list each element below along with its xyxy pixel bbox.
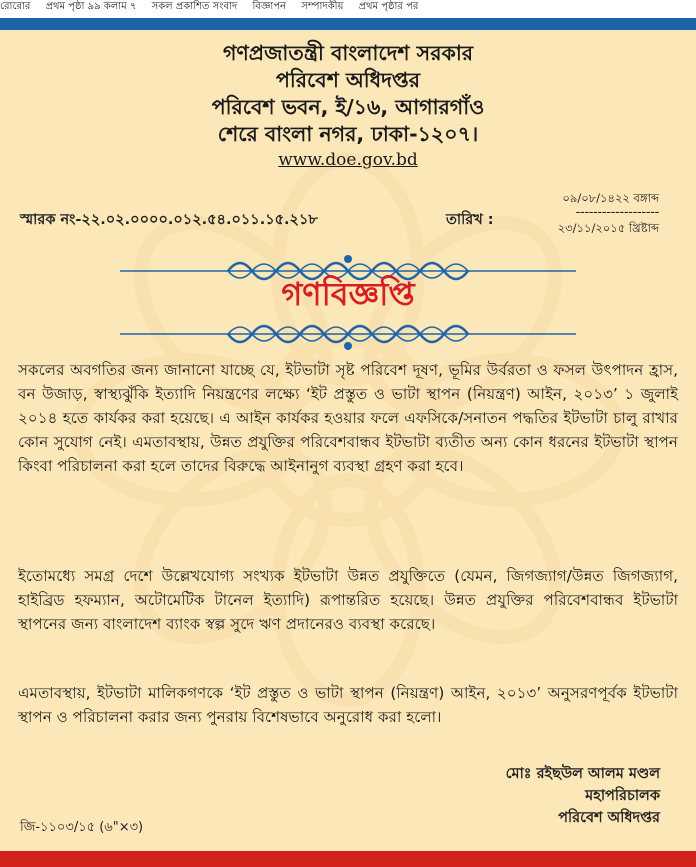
date-gregorian: ২৩/১১/২০১৫ খ্রিষ্টাব্দ — [557, 221, 659, 235]
date-label: তারিখ : — [446, 212, 494, 228]
notice-paragraph: ইতোমধ্যে সমগ্র দেশে উল্লেখযোগ্য সংখ্যক ইটভাটা উন্নত প্রযুক্তিতে (যেমন, জিগজ্যাগ/উন্নত জিগজ্যাগ, হাইব্রিড হফম্যান, অটোমেটিক টানেল ইত্যাদি) রূপান্তরিত হয়েছে। উন্নত প্রযুক্তির পরিবেশবান্ধব ইটভাটা স্থাপনের জন্য বাংলাদেশ ব্যাংক স্বল্প সুদে ঋণ প্রদানেরও ব্যবস্থা করেছে। — [18, 567, 678, 633]
signatory-name: মোঃ রইছউল আলম মণ্ডল — [505, 766, 660, 782]
bottom-red-border — [0, 851, 696, 867]
date-bangla: ০৯/০৮/১৪২২ বঙ্গাব্দ — [562, 191, 659, 205]
date-block — [533, 190, 659, 236]
newspaper-header-strip — [0, 0, 696, 18]
ad-reference-code: জি-১১০৩/১৫ (৬"×৩) — [20, 820, 144, 835]
strip-item: বিজ্ঞাপন — [252, 1, 287, 12]
strip-item: প্রথম পৃষ্ঠার পর — [358, 1, 419, 12]
signature-block — [420, 763, 660, 829]
date-divider: ------------------- — [575, 206, 659, 220]
notice-paragraph: সকলের অবগতির জন্য জানানো যাচ্ছে যে, ইটভাটা সৃষ্ট পরিবেশ দূষণ, ভূমির উর্বরতা ও ফসল উৎপাদন হ্রাস, বন উজাড়, স্বাস্থ্যঝুঁকি ইত্যাদি নিয়ন্ত্রণের লক্ষ্যে ‘ইট প্রস্তুত ও ভাটা স্থাপন (নিয়ন্ত্রণ) আইন, ২০১৩’ ১ জুলাই ২০১৪ হতে কার্যকর করা হয়েছে। এ আইন কার্যকর হওয়ার ফলে এফসিকে/সনাতন পদ্ধতির ইটভাটা চালু রাখার কোন সুযোগ নেই। এমতাবস্থায়, উন্নত প্রযুক্তির পরিবেশবান্ধব ইটভাটা ব্যতীত অন্য কোন ধরনের ইটভাটা স্থাপন কিংবা পরিচালনা করা হলে তাদের বিরুদ্ধে আইনানুগ ব্যবস্থা গ্রহণ করা হবে। — [18, 361, 678, 475]
strip-item: সম্পাদকীয় — [301, 1, 344, 12]
signatory-office: পরিবেশ অধিদপ্তর — [558, 810, 660, 826]
office-header — [0, 40, 696, 172]
ornament-bottom-icon — [120, 314, 576, 358]
office-address-line: পরিবেশ ভবন, ই/১৬, আগারগাঁও — [211, 95, 485, 119]
notice-paragraph: এমতাবস্থায়, ইটভাটা মালিকগণকে ‘ইট প্রস্তুত ও ভাটা স্থাপন (নিয়ন্ত্রণ) আইন, ২০১৩’ অনুসরণপূর্বক ইটভাটা স্থাপন ও পরিচালনা করার জন্য পুনরায় বিশেষভাবে অনুরোধ করা হলো। — [18, 684, 678, 726]
strip-item: রোরোর — [0, 1, 31, 12]
notice-title: গণবিজ্ঞপ্তি — [281, 275, 415, 313]
government-name: গণপ্রজাতন্ত্রী বাংলাদেশ সরকার — [222, 41, 474, 65]
website-link[interactable]: www.doe.gov.bd — [278, 150, 418, 170]
memo-number: স্মারক নং-২২.০২.০০০০.০১২.৫৪.০১১.১৫.২১৮ — [20, 212, 318, 228]
strip-item: প্রথম পৃষ্ঠা ৯৯ কলাম ৭ — [45, 1, 137, 12]
strip-item: সকল প্রকাশিত সংবাদ — [151, 1, 238, 12]
office-city-line: শেরে বাংলা নগর, ঢাকা-১২০৭। — [217, 122, 479, 146]
top-blue-border — [0, 18, 696, 30]
department-name: পরিবেশ অধিদপ্তর — [276, 68, 420, 92]
signatory-designation: মহাপরিচালক — [585, 788, 660, 804]
